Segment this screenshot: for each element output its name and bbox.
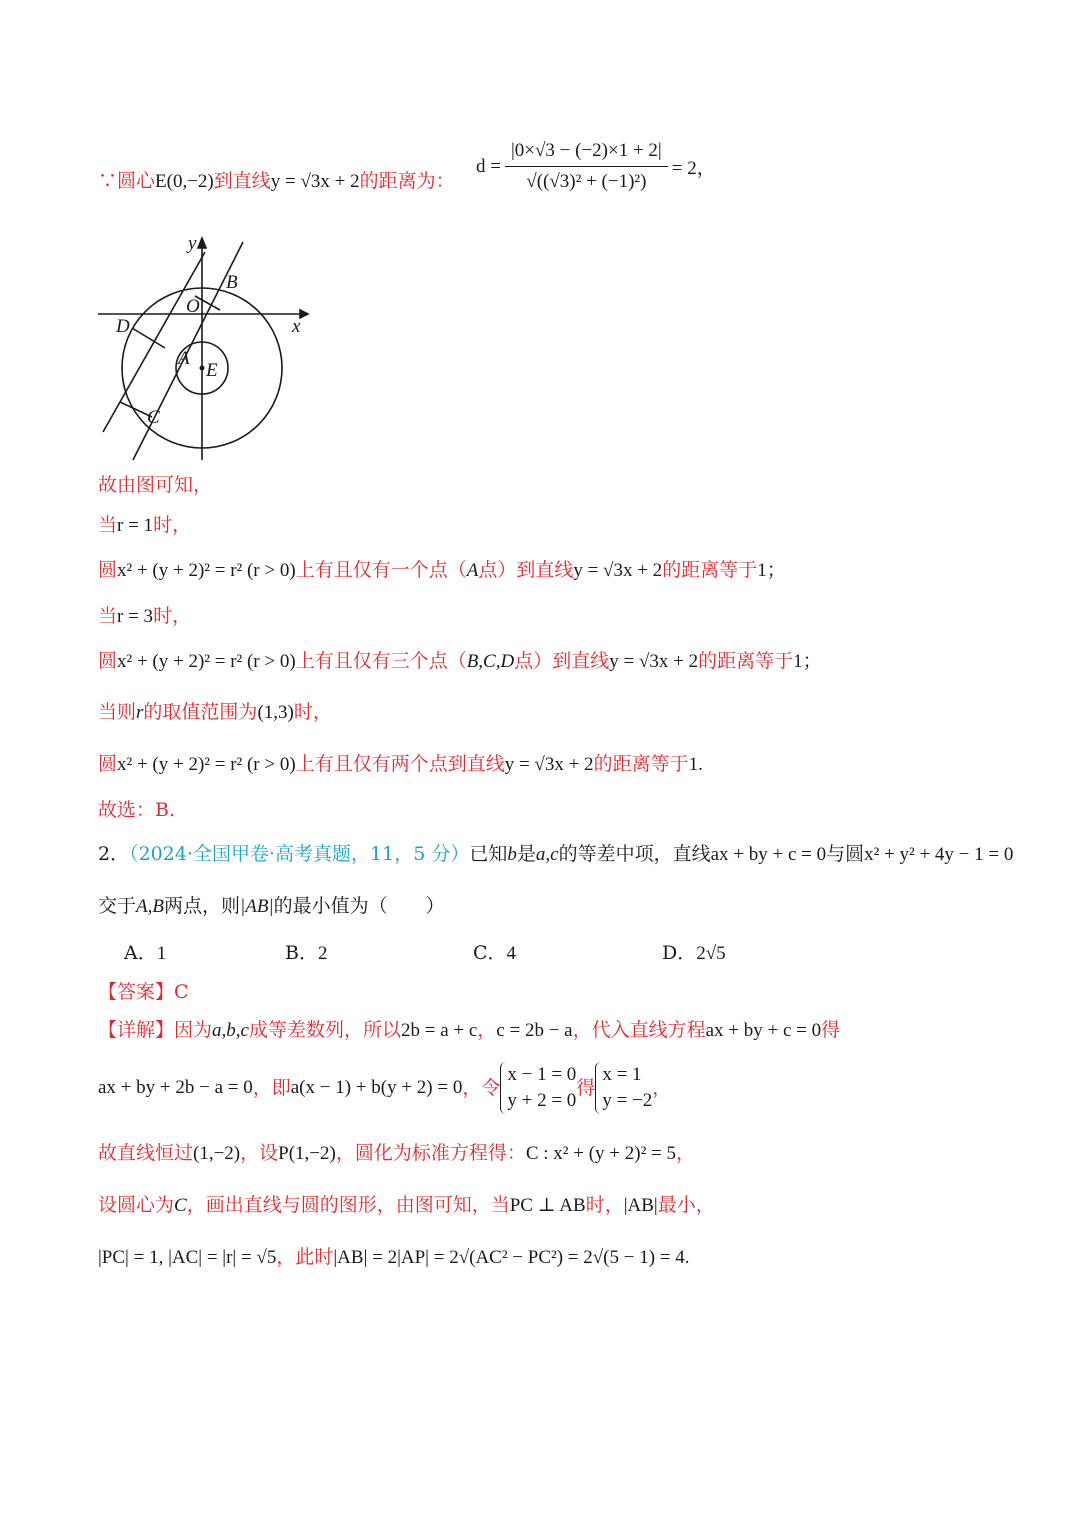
system-2	[595, 1062, 652, 1114]
question-2-stem-2	[98, 893, 445, 920]
distance-value: 1；	[793, 651, 822, 672]
answer-tag: 【答案】	[98, 981, 175, 1003]
r-equals-3: r = 3	[117, 606, 154, 627]
vars-ac: a,c	[535, 844, 559, 865]
r-var: r	[136, 702, 144, 723]
fixed-point: (1,−2)	[193, 1143, 241, 1164]
distance-equals-text: 的距离等于	[662, 559, 758, 581]
point-P: P(1,−2)	[278, 1143, 336, 1164]
center-E: E(0,−2)	[155, 171, 214, 192]
detail-text: ，	[652, 1077, 672, 1099]
circle-equation: x² + y² + 4y − 1 = 0	[864, 844, 1014, 865]
fraction-numerator: |0×√3 − (−2)×1 + 2|	[505, 140, 668, 167]
label-x: x	[292, 316, 301, 337]
detail-text: 故直线恒过	[98, 1142, 194, 1164]
distance-equals-text: 的距离等于	[593, 753, 689, 775]
label-E: E	[206, 360, 218, 381]
option-value: 1	[156, 943, 167, 964]
center-C: C	[174, 1195, 187, 1216]
conclusion-intro	[98, 472, 212, 498]
detail-text: ，令	[462, 1077, 501, 1099]
detail-tag: 【详解】	[98, 1019, 175, 1041]
distance-result: = 2，	[671, 158, 716, 179]
circle-text: 圆	[98, 559, 118, 581]
var-b: b	[507, 844, 517, 865]
three-points-text: 上有且仅有三个点（	[295, 650, 467, 672]
line-equation: y = √3x + 2	[573, 560, 663, 581]
distance-value: 1；	[757, 560, 786, 581]
stem-text: 是	[516, 843, 536, 865]
y-axis-arrow	[198, 238, 206, 248]
distance-value: 1.	[688, 754, 703, 775]
case-r1-statement	[98, 557, 786, 584]
option-D[interactable]	[662, 940, 726, 967]
system-1	[500, 1062, 576, 1114]
line-equation: y = √3x + 2	[270, 171, 360, 192]
time-text: 时，	[153, 514, 192, 536]
circle-text: 圆	[98, 650, 118, 672]
choice-text: 故选：B.	[98, 799, 176, 821]
option-label: A．	[124, 942, 157, 964]
stem-text: 的最小值为（ ）	[273, 895, 445, 917]
detail-text: ，	[676, 1142, 696, 1164]
detail-text: ，此时	[276, 1246, 334, 1268]
distance-formula	[476, 140, 716, 193]
detail-text: ，画出直线与圆的图形，由图可知，当	[186, 1194, 510, 1216]
detail-text: 成等差数列，所以	[248, 1019, 401, 1041]
abs-AB: |AB|	[623, 1195, 658, 1216]
time-text: 时，	[293, 701, 332, 723]
label-A: A	[178, 348, 190, 369]
line-equation: y = √3x + 2	[504, 754, 594, 775]
detail-text: 时，	[585, 1194, 624, 1216]
point-A: A	[466, 560, 479, 581]
distance-is-text: 的距离为：	[359, 170, 455, 192]
detail-text: 设圆心为	[98, 1194, 175, 1216]
detail-text: 最小，	[657, 1194, 715, 1216]
option-label: D．	[662, 942, 697, 964]
when-text: 当	[98, 514, 118, 536]
perp-condition: PC ⊥ AB	[509, 1195, 586, 1216]
option-C[interactable]	[473, 940, 516, 967]
ab-result: |AB| = 2|AP| = 2√(AC² − PC²) = 2√(5 − 1) = 4.	[333, 1247, 690, 1268]
abs-AB: |AB|	[240, 896, 274, 917]
detail-text: ，圆化为标准方程得：	[335, 1142, 526, 1164]
range-statement	[98, 699, 332, 726]
label-D: D	[116, 316, 130, 337]
label-C: C	[147, 407, 160, 428]
distance-equals-text: 的距离等于	[698, 650, 794, 672]
detail-text: ，代入直线方程	[572, 1019, 706, 1041]
eq-2b: 2b = a + c	[400, 1020, 478, 1041]
time-text: 时，	[153, 605, 192, 627]
one-point-text: 上有且仅有一个点（	[295, 559, 467, 581]
range-value: (1,3)	[257, 702, 294, 723]
answer-value: C	[174, 981, 189, 1003]
points-AB: A,B	[136, 896, 164, 917]
sys1-row1: x − 1 = 0	[507, 1064, 577, 1085]
circle-standard: C : x² + (y + 2)² = 5	[525, 1143, 677, 1164]
label-y: y	[188, 233, 197, 254]
x-axis-arrow	[300, 310, 308, 318]
detail-line-2	[98, 1060, 671, 1116]
stem-text: 交于	[98, 895, 137, 917]
final-choice	[98, 797, 175, 823]
option-label: C．	[473, 942, 507, 964]
detail-text: 得	[576, 1077, 596, 1099]
question-number: 2．	[98, 843, 130, 865]
stem-text: 与圆	[826, 843, 865, 865]
option-A[interactable]	[124, 940, 166, 967]
detail-line-5	[98, 1244, 690, 1271]
stem-text: 的等差中项，直线	[558, 843, 711, 865]
conclusion-text: 故由图可知，	[98, 474, 213, 496]
question-source: （2024·全国甲卷·高考真题，11，5 分）	[129, 843, 470, 865]
center-point	[200, 366, 205, 371]
to-line-text: 点）到直线	[478, 559, 574, 581]
eq-c: c = 2b − a	[496, 1020, 573, 1041]
detail-line-3	[98, 1140, 695, 1167]
detail-text: 得	[821, 1019, 841, 1041]
option-value: 2	[317, 943, 328, 964]
option-value: 4	[506, 943, 517, 964]
range-text: 的取值范围为	[143, 701, 258, 723]
case-r3	[98, 603, 191, 630]
answer-line	[98, 979, 189, 1005]
sys2-row2: y = −2	[602, 1090, 653, 1111]
sys1-row2: y + 2 = 0	[507, 1090, 577, 1111]
line-equation: ax + by + c = 0	[710, 844, 827, 865]
fraction-denominator: √((√3)² + (−1)²)	[526, 171, 647, 192]
option-B[interactable]	[285, 940, 327, 967]
line-equation: ax + by + c = 0	[705, 1020, 822, 1041]
distance-fraction	[505, 140, 668, 193]
d-label: d =	[476, 155, 501, 177]
vars-abc: a,b,c	[212, 1020, 249, 1041]
r-equals-1: r = 1	[117, 515, 154, 536]
distance-statement	[98, 152, 455, 212]
detail-text: 因为	[174, 1019, 213, 1041]
label-O: O	[186, 296, 200, 317]
because-text: ∵圆心	[98, 170, 156, 192]
then-text: 当则	[98, 701, 137, 723]
detail-text: ，即	[252, 1077, 291, 1099]
pc-ac-values: |PC| = 1, |AC| = |r| = √5	[98, 1247, 277, 1268]
factored-line: a(x − 1) + b(y + 2) = 0	[290, 1077, 463, 1098]
circle-equation: x² + (y + 2)² = r² (r > 0)	[117, 651, 296, 672]
case-range-statement	[98, 751, 703, 778]
stem-text: 两点，则	[163, 895, 240, 917]
detail-text: ，	[477, 1019, 497, 1041]
to-line-text: 到直线	[213, 170, 271, 192]
label-B: B	[226, 272, 238, 293]
geometry-figure	[90, 232, 310, 467]
expanded-line: ax + by + 2b − a = 0	[98, 1077, 253, 1098]
option-label: B．	[285, 942, 318, 964]
detail-line-1	[98, 1017, 840, 1044]
stem-text: 已知	[469, 843, 508, 865]
two-points-text: 上有且仅有两个点到直线	[295, 753, 505, 775]
circle-equation: x² + (y + 2)² = r² (r > 0)	[117, 754, 296, 775]
circle-equation: x² + (y + 2)² = r² (r > 0)	[117, 560, 296, 581]
to-line-text: 点）到直线	[514, 650, 610, 672]
detail-text: ，设	[240, 1142, 279, 1164]
detail-line-4	[98, 1192, 715, 1219]
sys2-row1: x = 1	[602, 1064, 642, 1085]
when-text: 当	[98, 605, 118, 627]
line-equation: y = √3x + 2	[609, 651, 699, 672]
points-BCD: B,C,D	[466, 651, 515, 672]
option-value: 2√5	[696, 943, 726, 964]
circle-text: 圆	[98, 753, 118, 775]
case-r1	[98, 512, 191, 539]
case-r3-statement	[98, 648, 822, 675]
question-2-stem	[98, 841, 1013, 868]
